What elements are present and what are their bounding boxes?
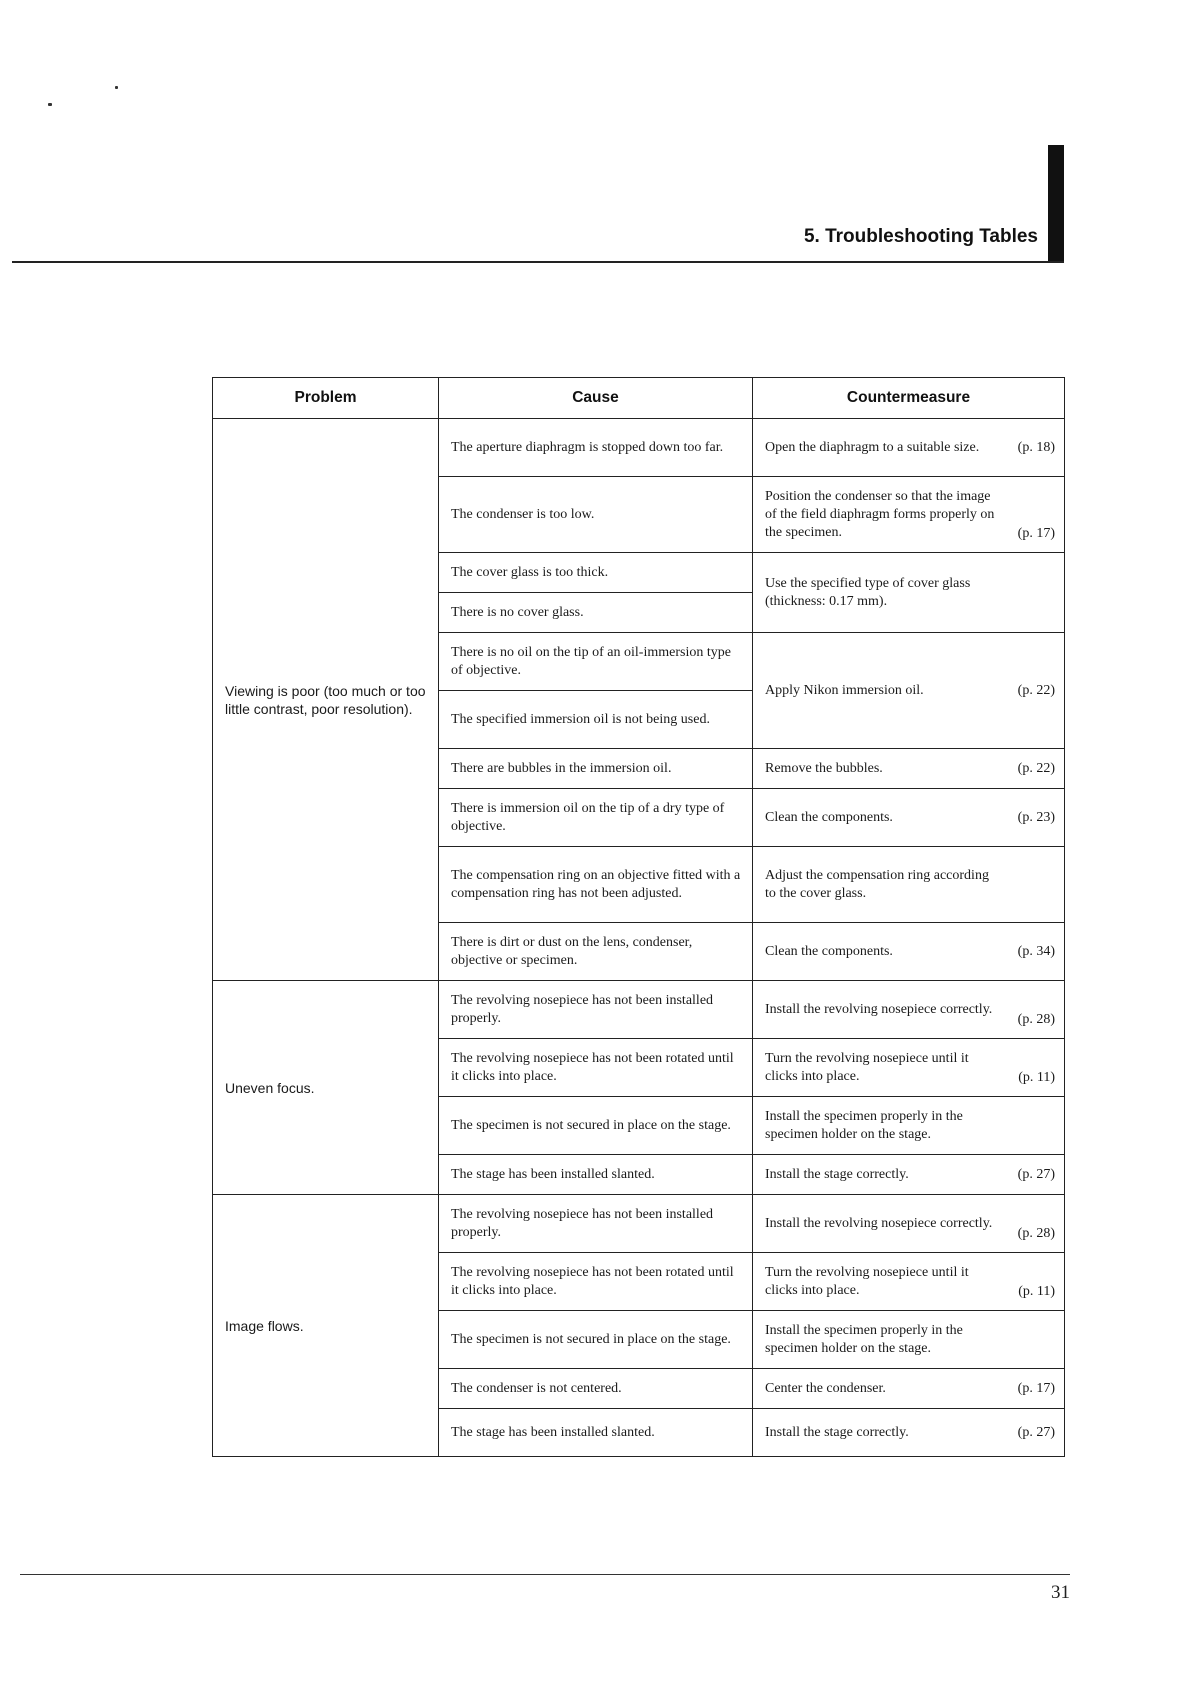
cause-cell: The revolving nosepiece has not been rotated until it clicks into place. — [439, 1039, 753, 1097]
page-reference: (p. 22) — [1017, 760, 1055, 776]
cause-cell: The condenser is not centered. — [439, 1369, 753, 1409]
countermeasure-text: Remove the bubbles. — [765, 760, 883, 776]
countermeasure-text: Install the revolving nosepiece correctly. — [765, 1215, 993, 1231]
countermeasure-text: Install the specimen properly in the specimen holder on the stage. — [765, 1322, 963, 1356]
countermeasure-text: Install the specimen properly in the specimen holder on the stage. — [765, 1108, 963, 1142]
countermeasure-cell — [753, 1155, 1065, 1195]
scan-speck — [115, 86, 118, 89]
page-reference: (p. 23) — [1017, 809, 1055, 825]
countermeasure-text: Turn the revolving nosepiece until it clicks into place. — [765, 1264, 969, 1298]
countermeasure-text: Turn the revolving nosepiece until it clicks into place. — [765, 1050, 969, 1084]
cause-cell: The stage has been installed slanted. — [439, 1155, 753, 1195]
cause-cell: The revolving nosepiece has not been installed properly. — [439, 1195, 753, 1253]
cause-cell: There is dirt or dust on the lens, condenser, objective or specimen. — [439, 923, 753, 981]
page-reference: (p. 27) — [1017, 1166, 1055, 1182]
table-row — [213, 419, 1065, 477]
column-header-problem: Problem — [213, 378, 439, 419]
countermeasure-text: Install the stage correctly. — [765, 1424, 909, 1440]
cause-cell: The revolving nosepiece has not been installed properly. — [439, 981, 753, 1039]
countermeasure-cell — [753, 1253, 1065, 1311]
cause-cell: The aperture diaphragm is stopped down too far. — [439, 419, 753, 477]
troubleshooting-table — [212, 377, 1065, 1457]
scan-speck — [48, 103, 52, 106]
cause-cell: There is no cover glass. — [439, 593, 753, 633]
page-reference: (p. 17) — [1017, 526, 1055, 541]
countermeasure-cell — [753, 477, 1065, 553]
countermeasure-cell — [753, 749, 1065, 789]
countermeasure-text: Apply Nikon immersion oil. — [765, 682, 924, 698]
countermeasure-cell — [753, 553, 1065, 633]
countermeasure-cell — [753, 789, 1065, 847]
countermeasure-text: Use the specified type of cover glass (thickness: 0.17 mm). — [765, 575, 971, 609]
cause-cell: There are bubbles in the immersion oil. — [439, 749, 753, 789]
cause-cell: There is immersion oil on the tip of a dry type of objective. — [439, 789, 753, 847]
page-reference: (p. 28) — [1017, 1226, 1055, 1241]
page-reference: (p. 28) — [1017, 1012, 1055, 1027]
header-rule — [12, 261, 1064, 263]
countermeasure-cell — [753, 1195, 1065, 1253]
countermeasure-cell — [753, 1409, 1065, 1457]
countermeasure-text: Open the diaphragm to a suitable size. — [765, 439, 980, 455]
countermeasure-cell — [753, 847, 1065, 923]
table-row — [213, 1195, 1065, 1253]
countermeasure-text: Adjust the compensation ring according to the cover glass. — [765, 867, 989, 901]
cause-cell: The specimen is not secured in place on the stage. — [439, 1311, 753, 1369]
section-tab-marker — [1048, 145, 1064, 262]
page-reference: (p. 22) — [1017, 682, 1055, 698]
problem-cell: Image flows. — [213, 1195, 439, 1457]
page-reference: (p. 17) — [1017, 1380, 1055, 1396]
countermeasure-text: Clean the components. — [765, 809, 893, 825]
countermeasure-cell — [753, 633, 1065, 749]
page-reference: (p. 18) — [1017, 439, 1055, 455]
countermeasure-text: Install the revolving nosepiece correctly. — [765, 1001, 993, 1017]
page-number: 31 — [1051, 1582, 1070, 1603]
table-row — [213, 981, 1065, 1039]
column-header-countermeasure: Countermeasure — [753, 378, 1065, 419]
countermeasure-cell — [753, 1097, 1065, 1155]
page-reference: (p. 11) — [1018, 1284, 1055, 1299]
countermeasure-cell — [753, 1311, 1065, 1369]
section-title: 5. Troubleshooting Tables — [803, 226, 1038, 247]
countermeasure-cell — [753, 1039, 1065, 1097]
page-reference: (p. 27) — [1017, 1424, 1055, 1440]
countermeasure-cell — [753, 981, 1065, 1039]
countermeasure-cell — [753, 419, 1065, 477]
problem-cell: Uneven focus. — [213, 981, 439, 1195]
cause-cell: The specified immersion oil is not being used. — [439, 691, 753, 749]
cause-cell: The stage has been installed slanted. — [439, 1409, 753, 1457]
cause-cell: The condenser is too low. — [439, 477, 753, 553]
table-header-row — [213, 378, 1065, 419]
column-header-cause: Cause — [439, 378, 753, 419]
cause-cell: The compensation ring on an objective fitted with a compensation ring has not been adjusted. — [439, 847, 753, 923]
countermeasure-cell — [753, 1369, 1065, 1409]
cause-cell: The revolving nosepiece has not been rotated until it clicks into place. — [439, 1253, 753, 1311]
cause-cell: There is no oil on the tip of an oil-immersion type of objective. — [439, 633, 753, 691]
footer-rule — [20, 1574, 1070, 1575]
problem-cell: Viewing is poor (too much or too little contrast, poor resolution). — [213, 419, 439, 981]
cause-cell: The specimen is not secured in place on the stage. — [439, 1097, 753, 1155]
page-reference: (p. 34) — [1017, 943, 1055, 959]
countermeasure-cell — [753, 923, 1065, 981]
countermeasure-text: Clean the components. — [765, 943, 893, 959]
countermeasure-text: Center the condenser. — [765, 1380, 886, 1396]
countermeasure-text: Install the stage correctly. — [765, 1166, 909, 1182]
cause-cell: The cover glass is too thick. — [439, 553, 753, 593]
page-reference: (p. 11) — [1018, 1070, 1055, 1085]
countermeasure-text: Position the condenser so that the image of the field diaphragm forms properly on the specimen. — [765, 488, 995, 540]
